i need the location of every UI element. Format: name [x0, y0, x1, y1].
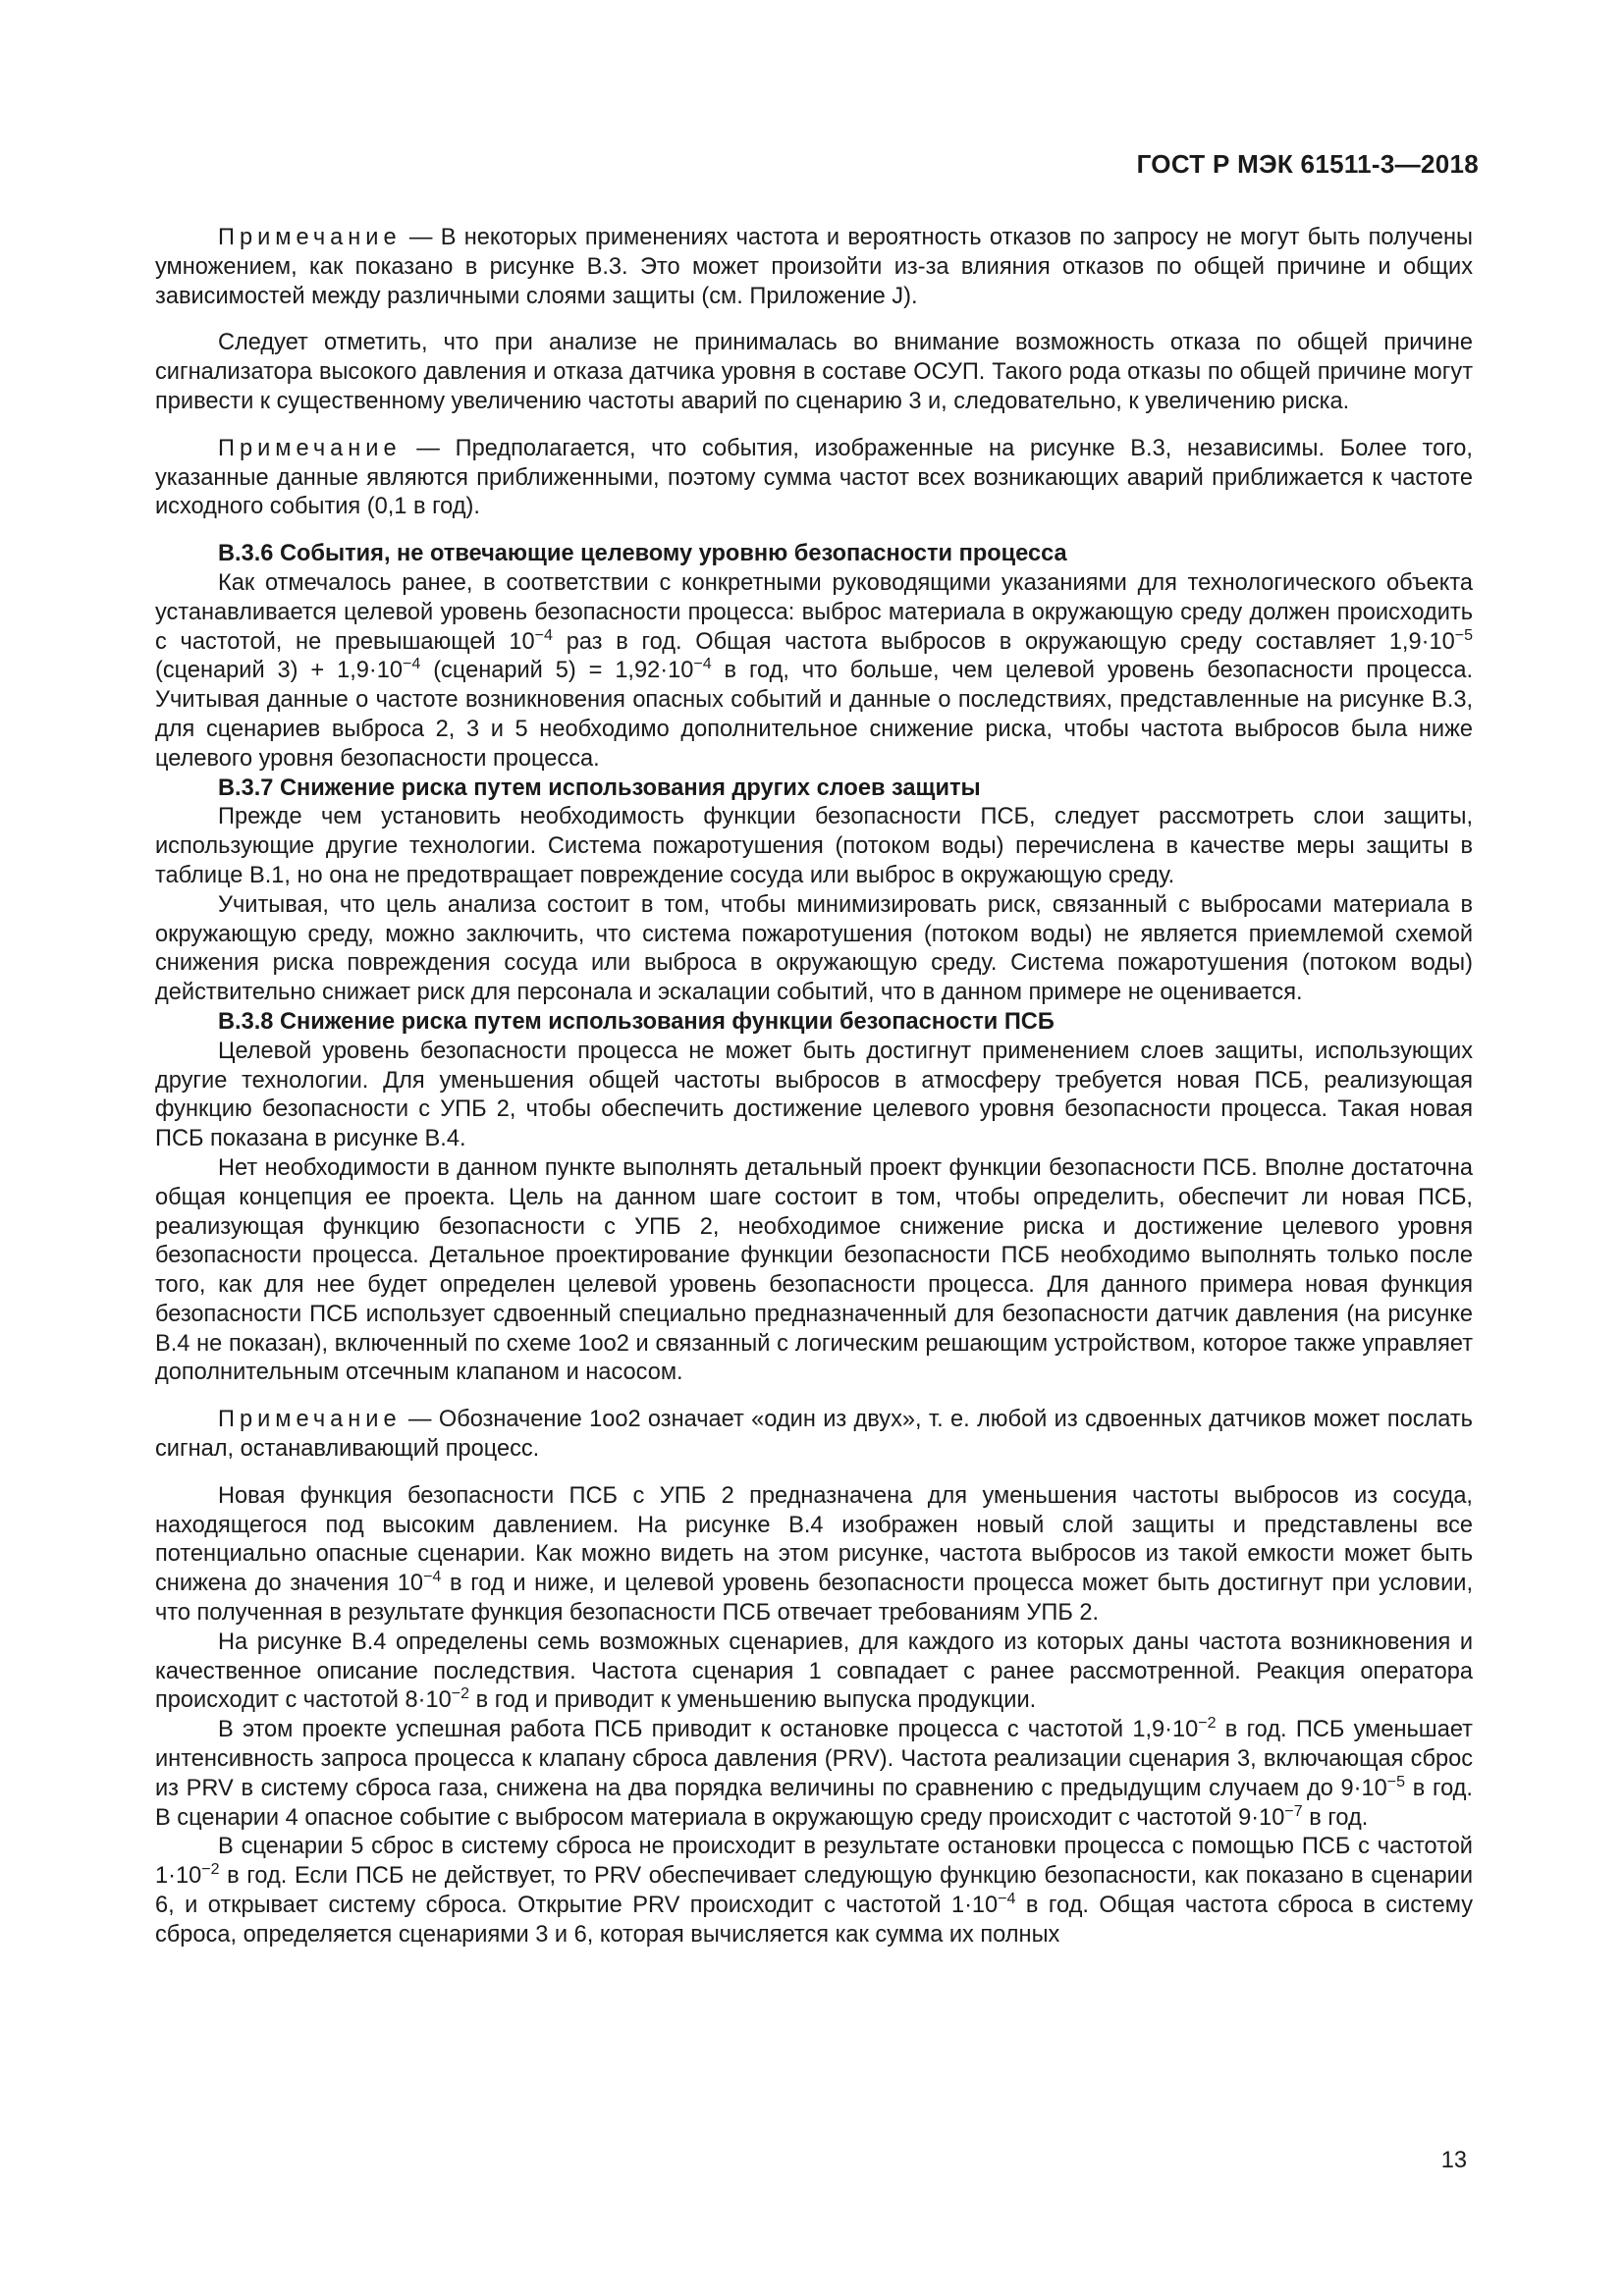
note-paragraph: Примечание — Предполагается, что события, изображенные на рисунке B.3, независимы. Более того, указанные данные являются приближенными, поэтому сумма частот всех возникающих аварий приближается к частоте исходного события (0,1 в год).	[155, 435, 1473, 520]
document-body	[155, 224, 1473, 1950]
body-paragraph: Новая функция безопасности ПСБ с УПБ 2 предназначена для уменьшения частоты выбросов из сосуда, находящегося под высоким давлением. На рисунке B.4 изображен новый слой защиты и представлены все потенциально опасные сценарии. Как можно видеть на этом рисунке, частота выбросов из такой емкости может быть снижена до значения $10^{-4}$ в год и ниже, и целевой уровень безопасности процесса может быть достигнут при условии, что полученная в результате функция безопасности ПСБ отвечает требованиям УПБ 2.	[155, 1482, 1473, 1627]
body-paragraph: В сценарии 5 сброс в систему сброса не происходит в результате остановки процесса с помощью ПСБ с частотой $1\cdot 10^{-2}$ в год. Если ПСБ не действует, то PRV обеспечивает следующую функцию безопасности, как показано в сценарии 6, и открывает систему сброса. Открытие PRV происходит с частотой $1\cdot 10^{-4}$ в год. Общая частота сброса в систему сброса, определяется сценариями 3 и 6, которая вычисляется как сумма их полных	[155, 1834, 1473, 1948]
section-heading-b38: B.3.8 Снижение риска путем использования функции безопасности ПСБ	[218, 1008, 1055, 1035]
body-paragraph: Прежде чем установить необходимость функции безопасности ПСБ, следует рассмотреть слои защиты, использующие другие технологии. Система пожаротушения (потоком воды) перечислена в качестве меры защиты в таблице B.1, но она не предотвращает повреждение сосуда или выброс в окружающую среду.	[155, 804, 1473, 888]
body-paragraph: Нет необходимости в данном пункте выполнять детальный проект функции безопасности ПСБ. Вполне достаточна общая концепция ее проекта. Цель на данном шаге состоит в том, чтобы определить, обеспечит ли новая ПСБ, реализующая функцию безопасности с УПБ 2, необходимое снижение риска и достижение целевого уровня безопасности процесса. Детальное проектирование функции безопасности ПСБ необходимо выполнять только после того, как для нее будет определен целевой уровень безопасности процесса. Для данного примера новая функция безопасности ПСБ использует сдвоенный специально предназначенный для безопасности датчик давления (на рисунке B.4 не показан), включенный по схеме 1oo2 и связанный с логическим решающим устройством, которое также управляет дополнительным отсечным клапаном и насосом.	[155, 1154, 1473, 1386]
body-paragraph: Следует отметить, что при анализе не принималась во внимание возможность отказа по общей причине сигнализатора высокого давления и отказа датчика уровня в составе ОСУП. Такого рода отказы по общей причине могут привести к существенному увеличению частоты аварий по сценарию 3 и, следовательно, к увеличению риска.	[155, 330, 1473, 414]
note-paragraph: Примечание — Обозначение 1oo2 означает «один из двух», т. е. любой из сдвоенных датчиков может послать сигнал, останавливающий процесс.	[155, 1407, 1473, 1463]
body-paragraph: На рисунке B.4 определены семь возможных сценариев, для каждого из которых даны частота возникновения и качественное описание последствия. Частота сценария 1 совпадает с ранее рассмотренной. Реакция оператора происходит с частотой $8\cdot 10^{-2}$ в год и приводит к уменьшению выпуска продукции.	[155, 1629, 1473, 1714]
body-paragraph: В этом проекте успешная работа ПСБ приводит к остановке процесса с частотой $1,9\cdot 10^{-2}$ в год. ПСБ уменьшает интенсивность запроса процесса к клапану сброса давления (PRV). Частота реализации сценария 3, включающая сброс из PRV в систему сброса газа, снижена на два порядка величины по сравнению с предыдущим случаем до $9\cdot 10^{-5}$ в год. В сценарии 4 опасное событие с выбросом материала в окружающую среду происходит с частотой $9\cdot 10^{-7}$ в год.	[155, 1714, 1473, 1831]
body-paragraph: Целевой уровень безопасности процесса не может быть достигнут применением слоев защиты, использующих другие технологии. Для уменьшения общей частоты выбросов в атмосферу требуется новая ПСБ, реализующая функцию безопасности с УПБ 2, чтобы обеспечить достижение целевого уровня безопасности процесса. Такая новая ПСБ показана в рисунке B.4.	[155, 1038, 1473, 1152]
note-paragraph: Примечание — В некоторых применениях частота и вероятность отказов по запросу не могут быть получены умножением, как показано в рисунке B.3. Это может произойти из-за влияния отказов по общей причине и общих зависимостей между различными слоями защиты (см. Приложение J).	[155, 225, 1473, 309]
body-paragraph: Как отмечалось ранее, в соответствии с конкретными руководящими указаниями для технологического объекта устанавливается целевой уровень безопасности процесса: выброс материала в окружающую среду должен происходить с частотой, не превышающей $10^{-4}$ раз в год. Общая частота выбросов в окружающую среду составляет $1,9\cdot 10^{-5}$ (сценарий $3) + 1,9\cdot 10^{-4}$ (сценарий $5) = 1,92\cdot 10^{-4}$ в год, что больше, чем целевой уровень безопасности процесса. Учитывая данные о частоте возникновения опасных событий и данные о последствиях, представленные на рисунке B.3, для сценариев выброса 2, 3 и 5 необходимо дополнительное снижение риска, чтобы частота выбросов была ниже целевого уровня безопасности процесса.	[155, 569, 1473, 772]
document-header: ГОСТ Р МЭК 61511-3—2018	[1136, 149, 1479, 179]
section-heading-b36: B.3.6 События, не отвечающие целевому уровню безопасности процесса	[218, 541, 1067, 567]
body-paragraph: Учитывая, что цель анализа состоит в том, чтобы минимизировать риск, связанный с выбросами материала в окружающую среду, можно заключить, что система пожаротушения (потоком воды) не является приемлемой схемой снижения риска повреждения сосуда или выброса в окружающую среду. Система пожаротушения (потоком воды) действительно снижает риск для персонала и эскалации событий, что в данном примере не оценивается.	[155, 891, 1473, 1006]
page-number: 13	[1440, 2148, 1467, 2173]
section-heading-b37: B.3.7 Снижение риска путем использования других слоев защиты	[218, 774, 981, 801]
